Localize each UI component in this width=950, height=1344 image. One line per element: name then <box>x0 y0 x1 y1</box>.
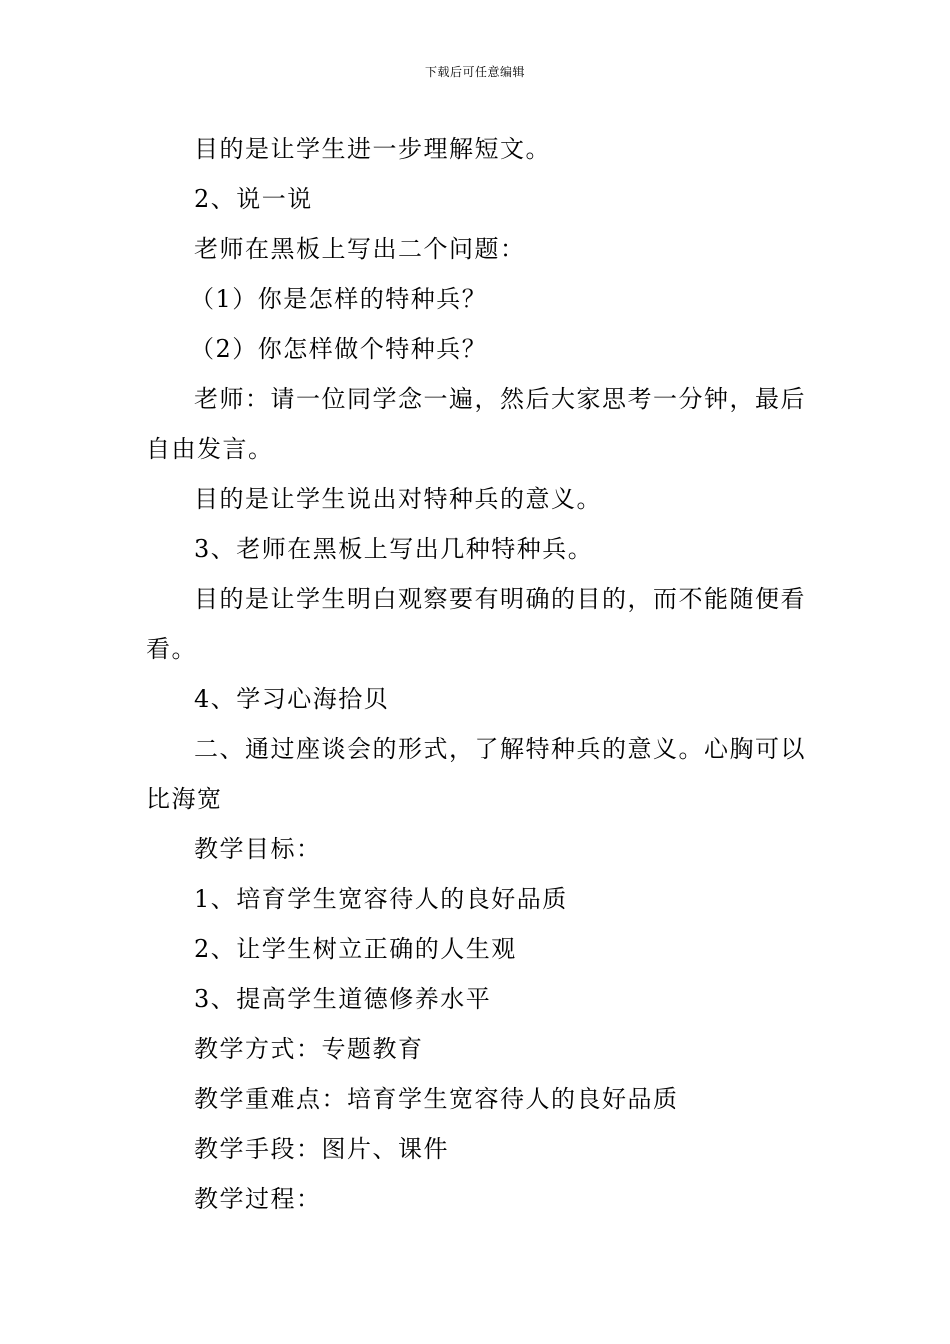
paragraph: 教学重难点：培育学生宽容待人的良好品质 <box>194 1085 679 1113</box>
paragraph: 教学目标： <box>194 835 322 863</box>
paragraph: 2、说一说 <box>194 185 313 213</box>
paragraph: 老师：请一位同学念一遍，然后大家思考一分钟，最后自由发言。 <box>146 385 806 463</box>
paragraph: （2）你怎样做个特种兵？ <box>190 335 488 363</box>
paragraph: 3、提高学生道德修养水平 <box>194 985 492 1013</box>
paragraph: 目的是让学生进一步理解短文。 <box>194 135 551 163</box>
paragraph: 教学方式：专题教育 <box>194 1035 424 1063</box>
paragraph: 目的是让学生说出对特种兵的意义。 <box>194 485 602 513</box>
paragraph: （1）你是怎样的特种兵？ <box>190 285 488 313</box>
paragraph: 教学手段：图片、课件 <box>194 1135 449 1163</box>
paragraph: 老师在黑板上写出二个问题： <box>194 235 526 263</box>
paragraph: 二、通过座谈会的形式，了解特种兵的意义。心胸可以比海宽 <box>146 735 806 813</box>
paragraph: 1、培育学生宽容待人的良好品质 <box>194 885 568 913</box>
paragraph: 3、老师在黑板上写出几种特种兵。 <box>194 535 594 563</box>
paragraph: 教学过程： <box>194 1185 322 1213</box>
paragraph: 目的是让学生明白观察要有明确的目的，而不能随便看看。 <box>146 585 806 663</box>
document-body <box>146 124 810 1224</box>
paragraph: 4、学习心海拾贝 <box>194 685 390 713</box>
paragraph: 2、让学生树立正确的人生观 <box>194 935 517 963</box>
page-header: 下载后可任意编辑 <box>424 65 525 79</box>
